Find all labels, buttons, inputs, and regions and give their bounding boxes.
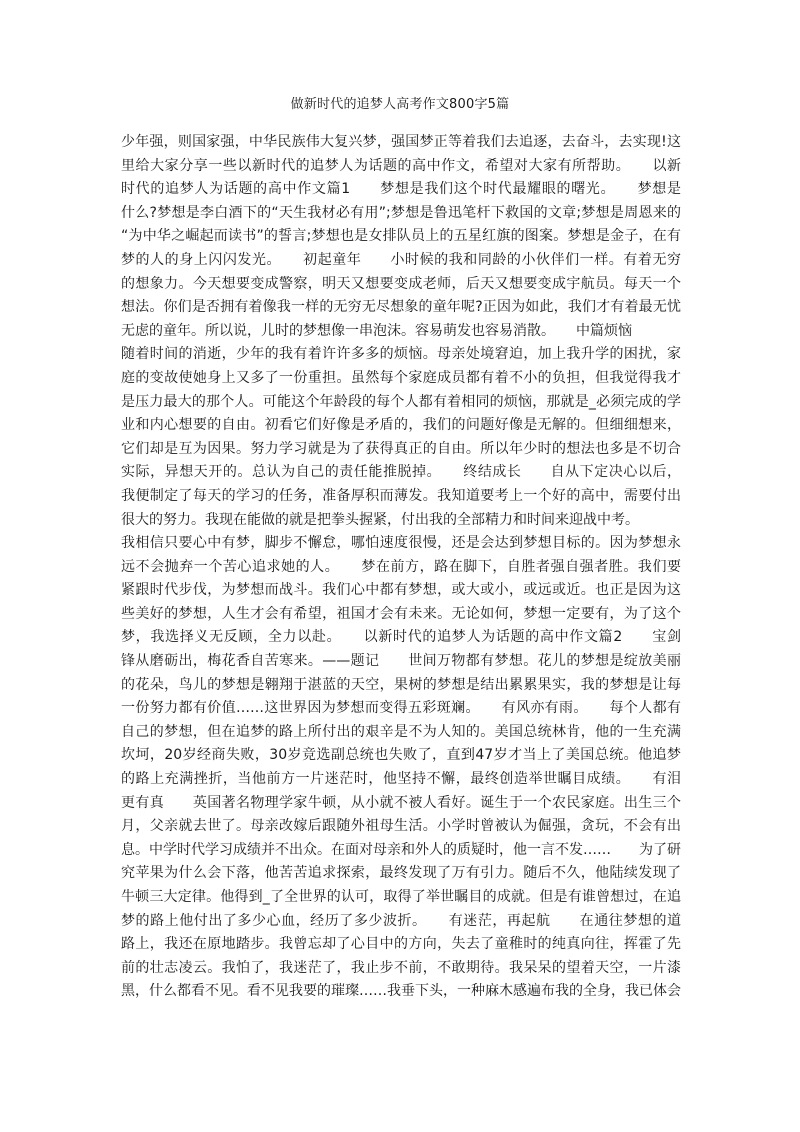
body-line: 时代的追梦人为话题的高中作文篇1 梦想是我们这个时代最耀眼的曙光。 梦想是 [121, 181, 681, 198]
body-line: 更有真 英国著名物理学家牛顿，从小就不被人看好。诞生于一个农民家庭。出生三个 [121, 794, 681, 811]
body-line: 什么?梦想是李白酒下的“天生我材必有用”;梦想是鲁迅笔杆下救国的文章;梦想是周恩来的 [121, 204, 681, 221]
body-line: 牛顿三大定律。他得到_了全世界的认可，取得了举世瞩目的成就。但是有谁曾想过，在追 [121, 889, 681, 905]
body-line: 究苹果为什么会下落，他苦苦追求探索，最终发现了万有引力。随后不久，他陆续发现了 [121, 865, 681, 882]
body-line: 实际，异想天开的。总认为自己的责任能推脱掉。 终结成长 自从下定决心以后， [121, 464, 681, 481]
body-line: 我便制定了每天的学习的任务，准备厚积而薄发。我知道要考上一个好的高中，需要付出 [121, 487, 681, 504]
body-line: 里给大家分享一些以新时代的追梦人为话题的高中作文，希望对大家有所帮助。 以新 [121, 157, 681, 174]
document-title: 做新时代的追梦人高考作文800字5篇 [290, 97, 510, 112]
body-line: 坎坷，20岁经商失败，30岁竞选副总统也失败了，直到47岁才当上了美国总统。他追梦 [121, 747, 681, 764]
body-line: 业和内心想要的自由。初看它们好像是矛盾的，我们的问题好像是无解的。但细细想来， [121, 417, 681, 434]
body-line: 庭的变故使她身上又多了一份重担。虽然每个家庭成员都有着不小的负担，但我觉得我才 [121, 369, 681, 386]
body-line: 我相信只要心中有梦，脚步不懈怠，哪怕速度很慢，还是会达到梦想目标的。因为梦想永 [121, 535, 681, 552]
body-line: 是压力最大的那个人。可能这个年龄段的每个人都有着相同的烦恼，那就是_必须完成的学 [121, 393, 681, 410]
body-line: 它们却是互为因果。努力学习就是为了获得真正的自由。所以年少时的想法也多是不切合 [121, 440, 681, 457]
body-line: 梦，我选择义无反顾，全力以赴。 以新时代的追梦人为话题的高中作文篇2 宝剑 [121, 629, 681, 646]
body-line: 紧跟时代步伐，为梦想而战斗。我们心中都有梦想，或大或小，或远或近。也正是因为这 [121, 582, 681, 599]
body-line: 自己的梦想，但在追梦的路上所付出的艰辛是不为人知的。美国总统林肯，他的一生充满 [121, 723, 681, 740]
document-body [121, 131, 681, 1004]
body-line: 路上，我还在原地踏步。我曾忘却了心目中的方向，失去了童稚时的纯真向往，挥霍了先 [121, 936, 681, 953]
body-line: 前的壮志凌云。我怕了，我迷茫了，我止步不前，不敢期待。我呆呆的望着天空，一片漆 [121, 959, 681, 976]
body-line: 锋从磨砺出，梅花香自苦寒来。——题记 世间万物都有梦想。花儿的梦想是绽放美丽 [121, 653, 681, 670]
body-line: 的想象力。今天想要变成警察，明天又想要变成老师，后天又想要变成宇航员。每天一个 [121, 275, 681, 292]
body-line: 些美好的梦想，人生才会有希望，祖国才会有未来。无论如何，梦想一定要有，为了这个 [121, 605, 681, 622]
body-line: 月，父亲就去世了。母亲改嫁后跟随外祖母生活。小学时曾被认为倔强，贪玩，不会有出 [121, 818, 681, 835]
body-line: 想法。你们是否拥有着像我一样的无穷无尽想象的童年呢?正因为如此，我们才有着最无忧 [121, 299, 681, 316]
body-line: 梦的路上他付出了多少心血，经历了多少波折。 有迷茫，再起航 在通往梦想的道 [121, 912, 681, 929]
body-line: “为中华之崛起而读书”的誓言;梦想也是女排队员上的五星红旗的图案。梦想是金子，在有 [121, 228, 681, 245]
body-line: 远不会抛弃一个苦心追求她的人。 梦在前方，路在脚下，自胜者强自强者胜。我们要 [121, 558, 681, 575]
body-line: 黑，什么都看不见。看不见我要的璀璨……我垂下头，一种麻木感遍布我的全身，我已体会 [121, 983, 681, 1000]
body-line: 一份努力都有价值……这世界因为梦想而变得五彩斑斓。 有风亦有雨。 每个人都有 [121, 700, 681, 717]
body-line: 随着时间的消逝，少年的我有着许许多多的烦恼。母亲处境窘迫，加上我升学的困扰，家 [121, 346, 681, 363]
body-line: 无虑的童年。所以说，儿时的梦想像一串泡沫。容易萌发也容易消散。 中篇烦恼 [121, 322, 632, 339]
body-line: 的路上充满挫折，当他前方一片迷茫时，他坚持不懈，最终创造举世瞩目成绩。 有泪 [121, 771, 681, 788]
body-line: 少年强，则国家强，中华民族伟大复兴梦，强国梦正等着我们去追逐，去奋斗，去实现!这 [121, 134, 681, 150]
body-line: 很大的努力。我现在能做的就是把拳头握紧，付出我的全部精力和时间来迎战中考。 [121, 511, 639, 528]
body-line: 梦的人的身上闪闪发光。 初起童年 小时候的我和同龄的小伙伴们一样。有着无穷 [121, 251, 681, 268]
body-line: 的花朵，鸟儿的梦想是翱翔于湛蓝的天空，果树的梦想是结出累累果实，我的梦想是让每 [121, 676, 681, 693]
body-line: 息。中学时代学习成绩并不出众。在面对母亲和外人的质疑时，他一言不发…… 为了研 [121, 841, 681, 858]
